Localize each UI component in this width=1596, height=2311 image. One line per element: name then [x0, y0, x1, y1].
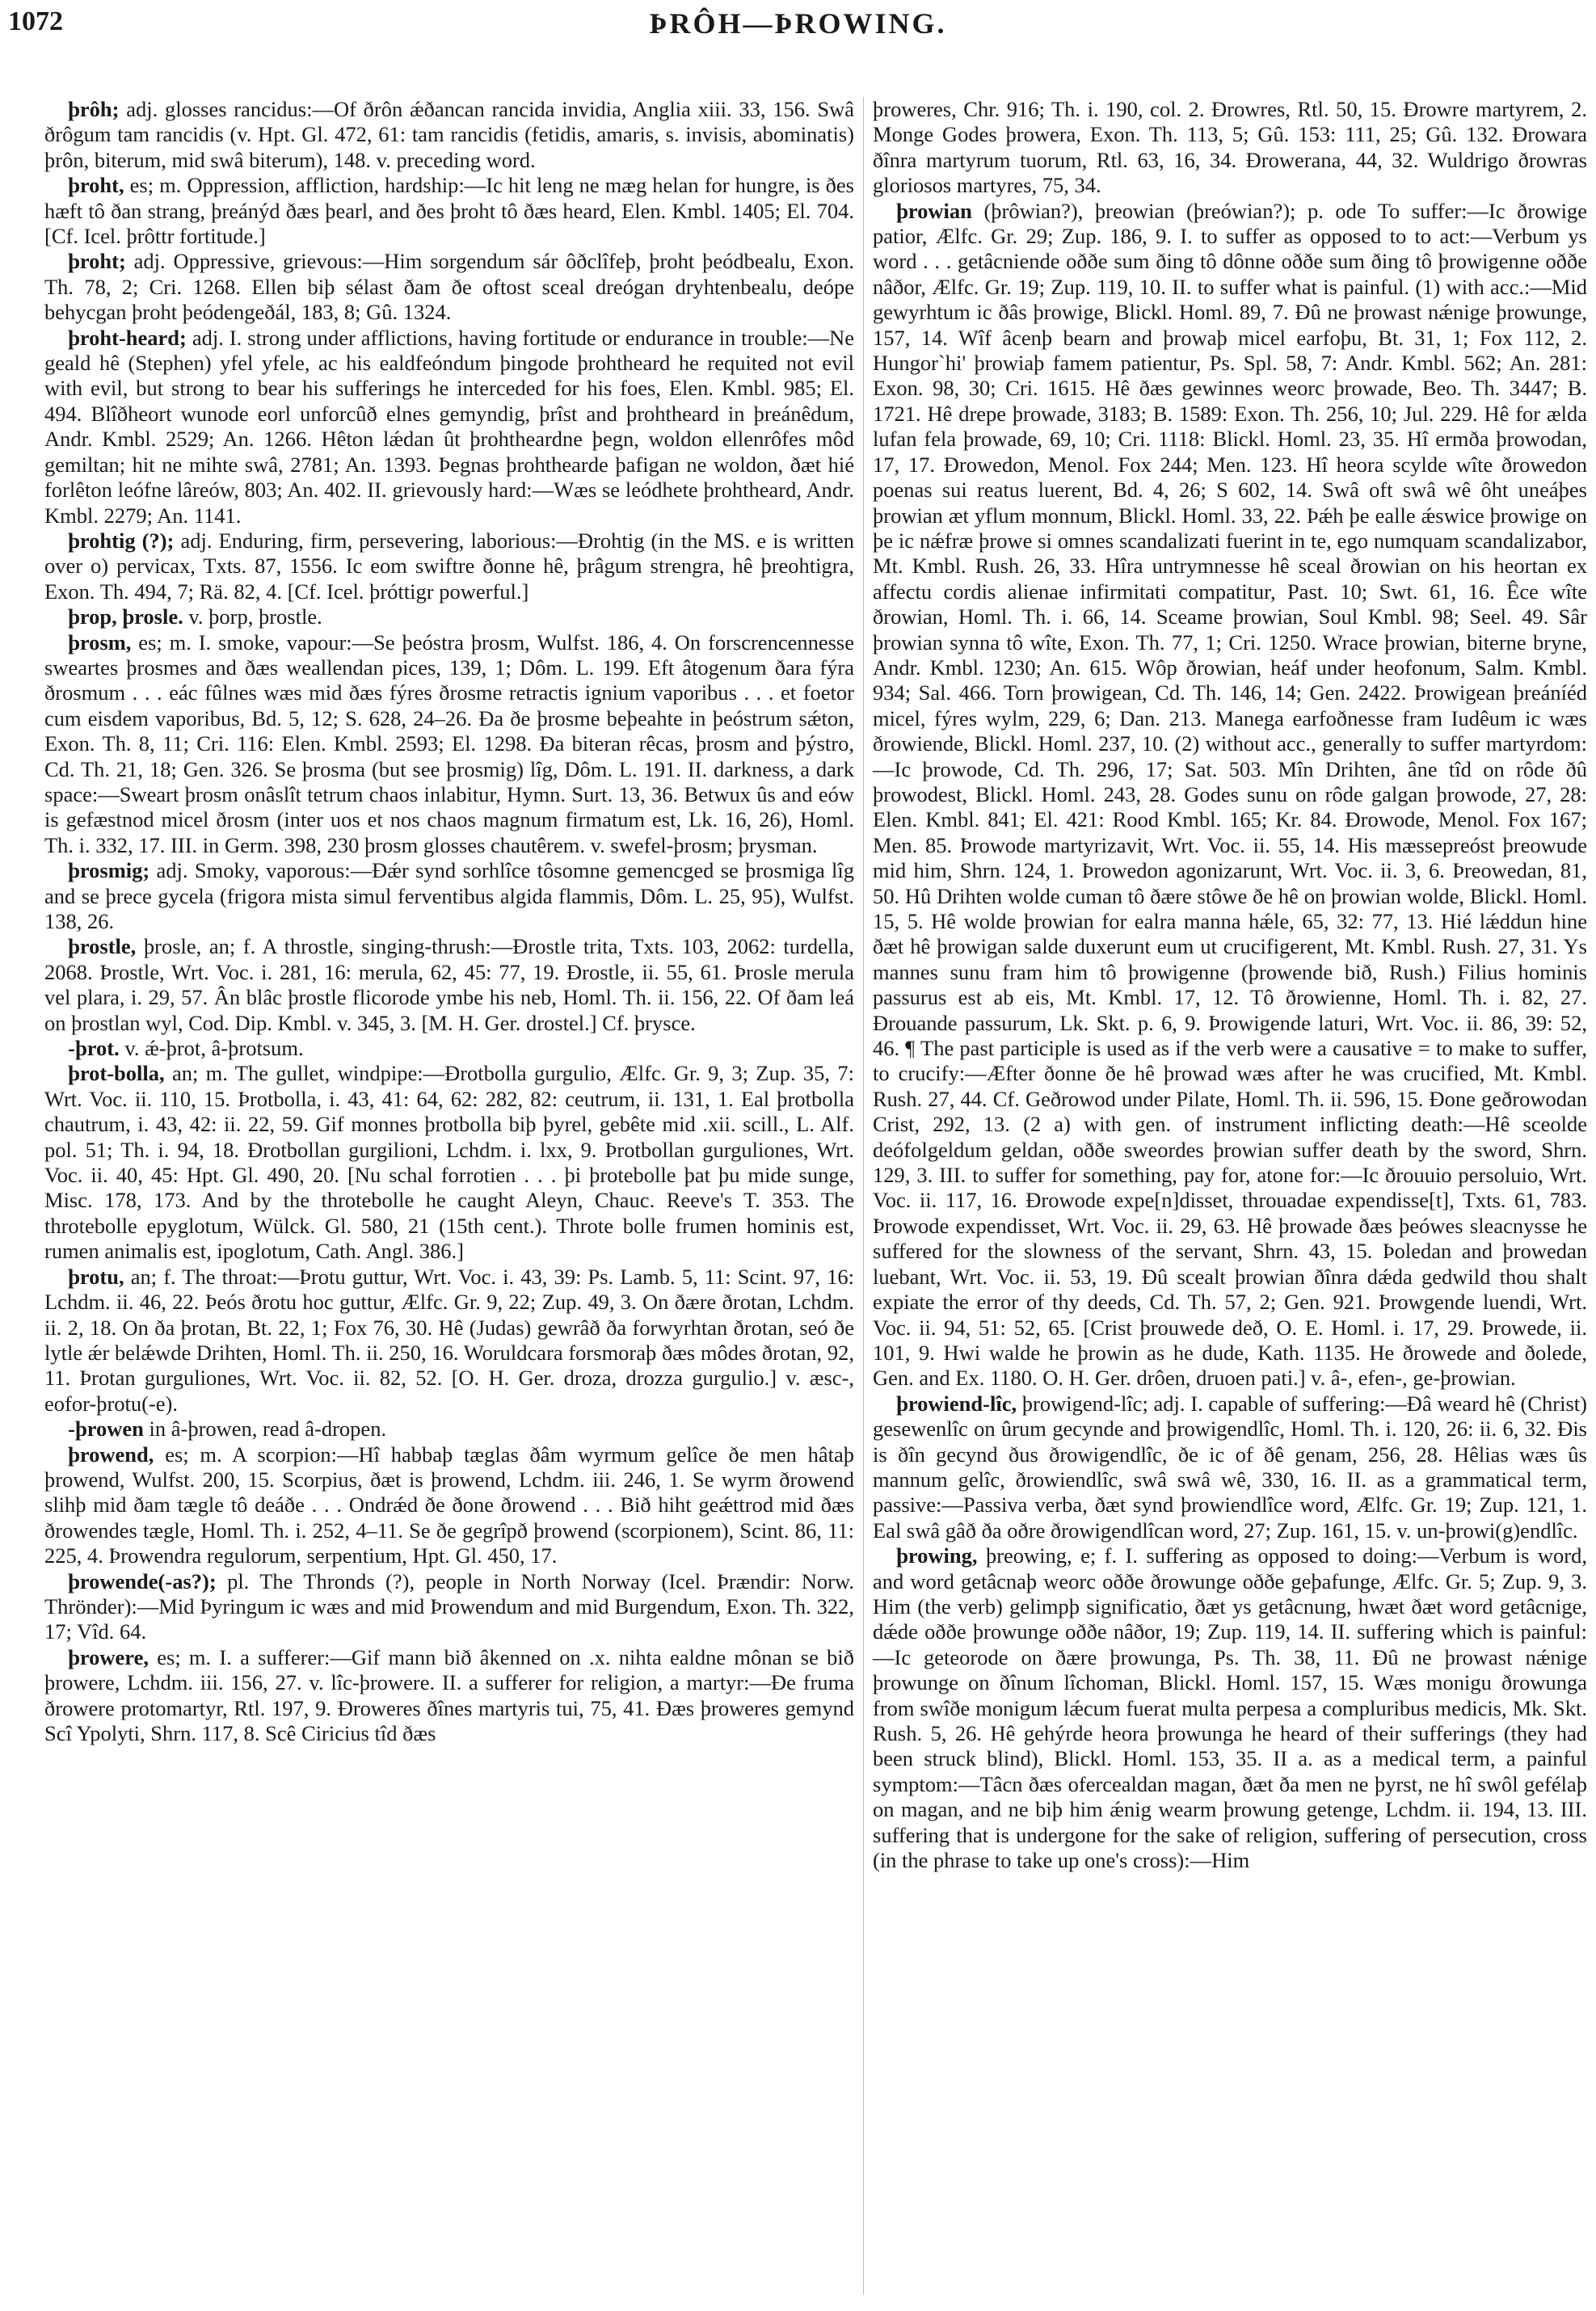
- dictionary-entry: [44, 326, 854, 528]
- entry-headword: þrohtig (?);: [68, 528, 175, 553]
- dictionary-entry: [873, 199, 1587, 1391]
- entry-body: an; f. The throat:—Þrotu guttur, Wrt. Voc. i. 43, 39: Ps. Lamb. 5, 11: Scint. 97, 16: Lchdm. ii. 46, 22. Þeós ðrotu hoc guttur, Ælfc. Gr. 9, 22; Zup. 49, 3. On ðære ðrotan, Lchdm. ii. 2, 18. On ða þrotan, Bt. 22, 1; Fox 76, 30. Hê (Judas) gewrâð ða forwyrhtan ðrotan, seó ðe lytle ǽr belǽwde Drihten, Homl. Th. ii. 250, 16. Woruldcara forsmoraþ ðæs môdes ðrotan, 92, 11. Þrotan gurguliones, Wrt. Voc. ii. 82, 52. [O. H. Ger. droza, drozza gurgulio.] v. æsc-, eofor-þrotu(-e).: [44, 1264, 854, 1416]
- entry-headword: þrosmig;: [68, 858, 150, 883]
- entry-body: þreowing, e; f. I. suffering as opposed to doing:—Verbum is word, and word getâcnaþ weorc oððe ðrowunge oððe geþafunge, Ælfc. Gr. 5; Zup. 9, 3. Him (the verb) gelimpþ significatio, ðæt ys getâcnung, hwæt ðæt word getâcnige, dǽde oððe þrowunge oððe nâðor, 19; Zup. 119, 14. II. suffering which is painful:—Ic geteorode on ðære þrowunga, Ps. Th. 38, 11. Ðû ne þrowast nǽnige þrowunge on ðînum lîchoman, Blickl. Homl. 157, 15. Wæs monigu ðrowunga from swîðe monigum lǽcum fuerat multa perpesa a compluribus medicis, Mk. Skt. Rush. 5, 26. Hê gehýrde heora þrowunga he heard of their sufferings (they had been struck blind), Blickl. Homl. 153, 35. II a. as a medical term, a painful symptom:—Tâcn ðæs ofercealdan magan, ðæt ða men ne þyrst, ne hî swôl gefélaþ on magan, and ne biþ him ǽnig wearm þrowung getenge, Lchdm. ii. 194, 13. III. suffering that is undergone for the sake of religion, suffering of persecution, cross (in the phrase to take up one's cross):—Him: [873, 1543, 1587, 1873]
- dictionary-entry: [44, 249, 854, 325]
- entry-headword: þrotu,: [68, 1264, 124, 1289]
- entry-body: an; m. The gullet, windpipe:—Ðrotbolla gurgulio, Ælfc. Gr. 9, 3; Zup. 35, 7: Wrt. Voc. ii. 110, 15. Þrotbolla, i. 43, 41: 64, 62: 282, 82: ceutrum, ii. 131, 1. Eal þrotbolla chautrum, i. 43, 42: ii. 22, 59. Gif monnes þrotbolla biþ þyrel, gebête mid .xii. scill., L. Alf. pol. 51; Th. i. 94, 18. Ðrotbollan gurgilioni, Lchdm. i. lxx, 9. Þrotbollan gurguliones, Wrt. Voc. ii. 40, 45: Hpt. Gl. 490, 20. [Nu schal forrotien . . . þi þrotebolle þat þu mide sunge, Misc. 178, 173. And by the throtebolle he caught Aleyn, Chauc. Reeve's T. 353. The throtebolle epyglotum, Wülck. Gl. 580, 21 (15th cent.). Throte bolle frumen hominis est, rumen animalis est, ipoglotum, Cath. Angl. 386.]: [44, 1061, 854, 1264]
- entry-body: þrowigend-lîc; adj. I. capable of suffering:—Ðâ weard hê (Christ) gesewenlîc on ûrum gecynde and þrowigendlîc, Homl. Th. i. 120, 26: ii. 6, 32. Ðis is ðîn gecynd ðus ðrowigendlîc, ðe ic of ðê genam, 256, 28. Hêlias wæs ûs mannum gelîc, ðrowiendlîc, swâ swâ wê, 330, 16. II. as a grammatical term, passive:—Passiva verba, ðæt synd þrowiendlîce word, Ælfc. Gr. 19; Zup. 121, 1. Eal swâ gâð ða oðre ðrowigendlîcan word, 27; Zup. 161, 15. v. un-þrowi(g)endlîc.: [873, 1391, 1587, 1543]
- dictionary-entry: [44, 173, 854, 249]
- right-column: [873, 97, 1587, 1873]
- page-header: [8, 6, 1588, 47]
- entry-headword: þroht-heard;: [68, 325, 187, 350]
- entry-headword: þrowiend-lîc,: [896, 1391, 1017, 1416]
- dictionary-entry: [44, 1036, 854, 1061]
- dictionary-entry: [44, 1416, 854, 1442]
- dictionary-entry: [44, 934, 854, 1036]
- entry-headword: þrostle,: [68, 934, 137, 959]
- entry-headword: þrowere,: [68, 1644, 149, 1669]
- dictionary-entry: [44, 858, 854, 934]
- dictionary-entry: [44, 630, 854, 859]
- entry-body: es; m. I. a sufferer:—Gif mann bið âkenned on .x. nihta ealdne mônan se bið þrowere, Lchdm. iii. 156, 27. v. lîc-þrowere. II. a sufferer for religion, a martyr:—Ðe fruma ðrowere protomartyr, Rtl. 197, 9. Ðroweres ðînes martyris tui, 75, 41. Ðæs þroweres gemynd Scî Ypolyti, Shrn. 117, 8. Scê Ciricius tîd ðæs: [44, 1644, 854, 1745]
- entry-body: in â-þrowen, read â-dropen.: [143, 1416, 387, 1442]
- entry-headword: þrot-bolla,: [68, 1061, 165, 1086]
- entry-headword: -þrot.: [68, 1036, 120, 1061]
- dictionary-entry: [44, 528, 854, 604]
- entry-headword: þrowian: [896, 198, 972, 223]
- entry-body: adj. Enduring, firm, persevering, laborious:—Ðrohtig (in the MS. e is written over o) pervicax, Txts. 87, 1556. Ic eom swiftre ðonne hê, þrâgum strengra, hê þreohtigra, Exon. Th. 494, 7; Rä. 82, 4. [Cf. Icel. þróttigr powerful.]: [44, 528, 855, 604]
- entry-body: adj. Smoky, vaporous:—Ðǽr synd sorhlîce tôsomne gemencged se þrosmiga lîg and se þrece gycela (frigora mista simul ferventibus algida flammis, Dôm. L. 25, 95), Wulfst. 138, 26.: [44, 858, 854, 933]
- entry-headword: þroht;: [68, 249, 126, 274]
- entry-body: v. þorp, þrostle.: [183, 604, 322, 629]
- entry-body: es; m. I. smoke, vapour:—Se þeóstra þrosm, Wulfst. 186, 4. On forscrencennesse sweartes þrosmes and ðæs weallendan pices, 139, 1; Dôm. L. 199. Eft âtogenum ðara fýra ðrosmum . . . eác fûlnes wæs mid ðæs fýres ðrosme retractis ignium vaporibus . . . et foetor cum eisdem vaporibus, Bd. 5, 12; S. 628, 24–26. Ða ðe þrosme beþeahte in þeóstrum sǽton, Exon. Th. 8, 11; Cri. 116: Elen. Kmbl. 2593; El. 1298. Ða biteran rêcas, þrosm and þýstro, Cd. Th. 21, 18; Gen. 326. Se þrosma (but see þrosmig) lîg, Dôm. L. 191. II. darkness, a dark space:—Sweart þrosm onâslît tetrum chaos inlabitur, Hymn. Surt. 13, 36. Betwux ûs and eów is gefæstnod micel ðrosm (inter uos et nos chaos magnum firmatum est, Lk. 16, 26), Homl. Th. i. 332, 17. III. in Germ. 398, 230 þrosm glosses chautêrem. v. swefel-þrosm; þrysman.: [44, 629, 854, 857]
- entry-body: adj. I. strong under afflictions, having fortitude or endurance in trouble:—Ne geald hê (Stephen) yfel yfele, ac his ealdfeóndum þingode þrohtheard he requited not evil with evil, but strong to bear his sufferings he interceded for his foes, Elen. Kmbl. 985; El. 494. Blîðheort wunode eorl unforcûð elnes gemyndig, þrîst and þrohtheard in þreánêdum, Andr. Kmbl. 2529; An. 1266. Hêton lǽdan ût þrohtheardne þegn, woldon ellenrôfes môd gemiltan; hit ne mihte swâ, 2781; An. 1393. Þegnas þrohthearde þafigan ne woldon, ðæt hié forlêton leófne lâreów, 803; An. 402. II. grievously hard:—Wæs se leódhete þrohtheard, Andr. Kmbl. 2279; An. 1141.: [44, 325, 854, 528]
- entry-body: þroweres, Chr. 916; Th. i. 190, col. 2. Ðrowres, Rtl. 50, 15. Ðrowre martyrem, 2. Monge Godes þrowera, Exon. Th. 113, 5; Gû. 153: 111, 25; Gû. 132. Ðrowara ðînra martyrum tuorum, Rtl. 63, 16, 34. Ðrowerana, 44, 32. Wuldrigo ðrowras gloriosos martyres, 75, 34.: [873, 97, 1587, 198]
- running-title: ÞRÔH—ÞROWING.: [649, 7, 947, 40]
- dictionary-entry: [44, 1061, 854, 1264]
- entry-headword: þrop, þrosle.: [68, 604, 183, 629]
- entry-headword: þroht,: [68, 173, 124, 198]
- entry-body: adj. glosses rancidus:—Of ðrôn ǽðancan rancida invidia, Anglia xiii. 33, 156. Swâ ðrôgum tam rancidis (v. Hpt. Gl. 472, 61: tam rancidis (fetidis, amaris, s. invisis, abominatis) þrôn, biterum, mid swâ biterum), 148. v. preceding word.: [44, 97, 854, 172]
- dictionary-entry: [873, 1391, 1587, 1543]
- page-number: 1072: [8, 6, 63, 36]
- entry-headword: þrosm,: [68, 629, 132, 655]
- entry-headword: þrowing,: [896, 1543, 978, 1568]
- entry-body: adj. Oppressive, grievous:—Him sorgendum sár ôðclîfeþ, þroht þeódbealu, Exon. Th. 78, 2; Cri. 1268. Ellen biþ sélast ðam ðe oftost sceal dreógan dryhtenbealu, deópe behycgan þroht þeódengeðál, 183, 8; Gû. 1324.: [44, 249, 854, 325]
- entry-body: v. ǽ-þrot, â-þrotsum.: [119, 1036, 304, 1061]
- entry-body: þrosle, an; f. A throstle, singing-thrush:—Ðrostle trita, Txts. 103, 2062: turdella, 2068. Þrostle, Wrt. Voc. i. 281, 16: merula, 62, 45: 77, 19. Ðrostle, ii. 55, 61. Þrosle merula vel plara, i. 29, 57. Ân blâc þrostle flicorode ymbe his neb, Homl. Th. ii. 156, 22. Of ðam leá on þrostlan wyl, Cod. Dip. Kmbl. v. 345, 3. [M. H. Ger. drostel.] Cf. þrysce.: [44, 934, 854, 1035]
- entry-body: (þrôwian?), þreowian (þreówian?); p. ode To suffer:—Ic ðrowige patior, Ælfc. Gr. 29; Zup. 186, 9. I. to suffer as opposed to to act:—Verbum ys word . . . getâcniende oððe sum ðing tô dônne oððe sum ðing tô þrowigenne oððe nâðor, Ælfc. Gr. 19; Zup. 119, 10. II. to suffer what is painful. (1) with acc.:—Mid gewyrhtum ic ðâs þrowige, Blickl. Homl. 89, 7. Ðû ne þrowast nǽnige þrowunge, 157, 14. Wîf âcenþ bearn and þrowaþ micel earfoþu, Bt. 31, 1; Fox 112, 2. Hungor`hi' þrowiaþ famem patientur, Ps. Spl. 58, 7: Andr. Kmbl. 562; An. 281: Exon. 98, 30; Cri. 1615. Hê ðæs gewinnes weorc þrowade, Beo. Th. 3447; B. 1721. Hê drepe þrowade, 3183; B. 1589: Exon. Th. 256, 10; Jul. 229. Hê for ælda lufan fela þrowade, 69, 10; Cri. 1118: Blickl. Homl. 23, 35. Hî ermða þrowodan, 17, 17. Ðrowedon, Menol. Fox 244; Men. 123. Hî heora scylde wîte ðrowedon poenas sui reatus luerent, Bd. 4, 26; S 602, 14. Swâ oft swâ wê ôht uneáþes þrowian æt yflum monnum, Blickl. Homl. 33, 22. Þǽh þe ealle ǽswice þrowige on þe ic nǽfræ þrowe si omnes scandalizati fuerint in te, ego numquam scandalizabor, Mt. Kmbl. Rush. 26, 33. Hîra untrymnesse hê sceal ðrowian on his heortan ex affectu cordis alienae infirmitati compatitur, Past. 10; Swt. 61, 16. Êce wîte ðrowian, Homl. Th. i. 66, 14. Sceame þrowian, Soul Kmbl. 98; Seel. 49. Sâr þrowian synna tô wîte, Exon. Th. 77, 1; Cri. 1250. Wrace þrowian, biterne bryne, Andr. Kmbl. 1230; An. 615. Wôp ðrowian, heáf under heofonum, Salm. Kmbl. 934; Sal. 466. Torn þrowigean, Cd. Th. 146, 14; Gen. 2422. Þrowigean þreáníéd micel, fýres wylm, 229, 6; Dan. 213. Manega earfoðnesse fram Iudêum ic wæs ðrowiende, Blickl. Homl. 237, 10. (2) without acc., generally to suffer martyrdom:—Ic þrowode, Cd. Th. 296, 17; Sat. 503. Mîn Drihten, âne tîd on rôde ðû þrowodest, Blickl. Homl. 243, 28. Godes sunu on rôde galgan þrowode, 27, 28: Elen. Kmbl. 841; El. 421: Rood Kmbl. 165; Kr. 84. Ðrowode, Menol. Fox 167; Men. 85. Þrowode martyrizavit, Wrt. Voc. ii. 55, 14. His mæssepreóst þreowude mid him, Shrn. 124, 1. Þrowedon agonizarunt, Wrt. Voc. ii. 3, 6. Þreowedan, 81, 50. Hû Drihten wolde cuman tô ðære stôwe ðe hê on þrowian wolde, Blickl. Homl. 15, 5. Hê wolde þrowian for ealra manna hǽle, 65, 32: 77, 13. Hié lǽddun hine ðæt hê þrowigan salde duxerunt eum ut crucifigerent, Mt. Kmbl. Rush. 27, 31. Ys mannes sunu fram him tô þrowigenne (þrowende bið, Rush.) Filius hominis passurus est ab eis, Mt. Kmbl. 17, 12. Tô ðrowienne, Homl. Th. i. 82, 27. Ðrouande passurum, Lk. Skt. p. 6, 9. Þrowigende laturi, Wrt. Voc. ii. 86, 39: 52, 46. ¶ The past participle is used as if the verb were a causative = to make to suffer, to crucify:—Æfter ðonne ðe hê þrowad wæs after he was crucified, Mt. Kmbl. Rush. 27, 44. Cf. Geðrowod under Pilate, Homl. Th. ii. 596, 15. Ðone geðrowodan Crist, 292, 13. (2 a) with gen. of instrument inflicting death:—Hê sceolde deófolgeldum geldan, oððe sweordes þrowian suffer death by the sword, Shrn. 129, 3. III. to suffer for something, pay for, atone for:—Ic ðrouuio persoluio, Wrt. Voc. ii. 117, 16. Ðrowode expe[n]disset, throuadae expendisse[t], Txts. 61, 783. Þrowode expendisset, Wrt. Voc. ii. 29, 63. Hê þrowade ðæs þeówes sleacnysse he suffered for the slowness of the servant, Shrn. 43, 15. Þoledan and þrowedan luebant, Wrt. Voc. ii. 53, 19. Ðû scealt þrowian ðînra dǽda gedwild thou shalt expiate the error of thy deeds, Cd. Th. 57, 2; Gen. 921. Þrowgende luendi, Wrt. Voc. ii. 94, 51: 52, 65. [Crist þrouwede deð, O. E. Homl. i. 17, 29. Þrowede, ii. 101, 9. Hwi walde he þrowin as he dude, Kath. 1135. He ðrowede and ðolede, Gen. and Ex. 1180. O. H. Ger. drôen, druoen pati.] v. â-, efen-, ge-þrowian.: [873, 198, 1587, 1391]
- dictionary-entry: [44, 1569, 854, 1645]
- entry-headword: þrowend,: [68, 1442, 154, 1467]
- entry-headword: þrowende(-as?);: [68, 1568, 217, 1593]
- entry-body: pl. The Thronds (?), people in North Norway (Icel. Þrændir: Norw. Thrönder):—Mid Þyringum ic wæs and mid Þrowendum and mid Burgendum, Exon. Th. 322, 17; Vîd. 64.: [44, 1568, 854, 1644]
- entry-headword: -þrowen: [68, 1416, 144, 1442]
- dictionary-entry: [44, 1265, 854, 1416]
- column-divider: [863, 97, 864, 2295]
- dictionary-entry: [44, 1442, 854, 1569]
- dictionary-entry: [44, 97, 854, 173]
- left-column: [44, 97, 854, 1746]
- dictionary-entry: [873, 97, 1587, 199]
- entry-headword: þrôh;: [68, 97, 120, 121]
- dictionary-entry: [44, 604, 854, 629]
- dictionary-entry: [44, 1645, 854, 1747]
- entry-body: es; m. Oppression, affliction, hardship:—Ic hit leng ne mæg helan for hungre, is ðes hæft tô ðan strang, þreánýd ðæs þearl, and ðes þroht tô ðæs heard, Elen. Kmbl. 1405; El. 704. [Cf. Icel. þrôttr fortitude.]: [44, 173, 854, 249]
- entry-body: es; m. A scorpion:—Hî habbaþ tæglas ðâm wyrmum gelîce ðe men hâtaþ þrowend, Wulfst. 200, 15. Scorpius, ðæt is þrowend, Lchdm. iii. 246, 1. Se wyrm ðrowend slihþ mid ðam tægle tô deáðe . . . Ondrǽd ðe ðone ðrowend . . . Bið hiht geǽttrod mid ðæs ðrowendes tægle, Homl. Th. i. 252, 4–11. Se ðe gegrîpð þrowend (scorpionem), Scint. 86, 11: 225, 4. Þrowendra regulorum, serpentium, Hpt. Gl. 450, 17.: [44, 1442, 854, 1568]
- dictionary-entry: [873, 1543, 1587, 1873]
